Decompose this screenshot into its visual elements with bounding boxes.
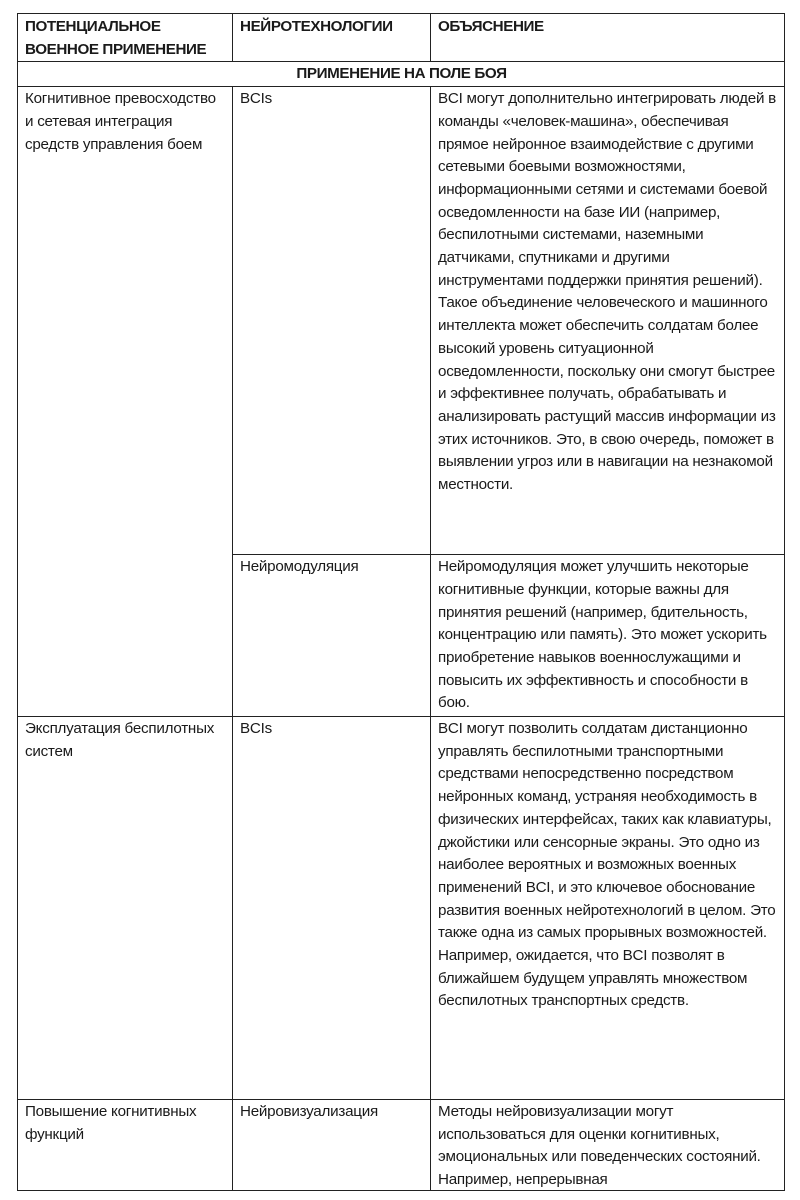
cell-technology: Нейромодуляция <box>233 555 431 717</box>
table-row <box>18 1100 785 1191</box>
header-explanation: ОБЪЯСНЕНИЕ <box>431 14 785 62</box>
cell-explanation: BCI могут позволить солдатам дистанционно управлять беспилотными транспортными средствами непосредственно посредством нейронных команд, устраняя необходимость в физических интерфейсах, таких как клавиатуры, джойстики или сенсорные экраны. Это одно из наиболее вероятных и возможных военных применений BCI, и это ключевое обоснование развития военных нейротехнологий в целом. Это также одна из самых прорывных возможностей. Например, ожидается, что BCI позволят в ближайшем будущем управлять множеством беспилотных транспортных средств. <box>431 717 785 1100</box>
table-row <box>18 717 785 1100</box>
neurotech-applications-table <box>17 13 785 1191</box>
cell-technology: BCIs <box>233 717 431 1100</box>
header-application: ПОТЕНЦИАЛЬНОЕ ВОЕННОЕ ПРИМЕНЕНИЕ <box>18 14 233 62</box>
cell-explanation-text: Методы нейровизуализации могут использоваться для оценки когнитивных, эмоциональных или поведенческих состояний. Например, непрерывная <box>438 1103 761 1189</box>
cell-technology: BCIs <box>233 87 431 555</box>
section-row <box>18 62 785 87</box>
cell-technology: Нейровизуализация <box>233 1100 431 1191</box>
cell-application: Эксплуатация беспилотных систем <box>18 717 233 1100</box>
cell-explanation: BCI могут дополнительно интегрировать людей в команды «человек-машина», обеспечивая прямое нейронное взаимодействие с другими сетевыми боевыми возможностями, информационными сетями и системами боевой осведомленности на базе ИИ (например, беспилотными системами, наземными датчиками, спутниками и другими инструментами поддержки принятия решений). Такое объединение человеческого и машинного интеллекта может обеспечить солдатам более высокий уровень ситуационной осведомленности, поскольку они смогут быстрее и эффективнее получать, обрабатывать и анализировать растущий массив информации из этих источников. Это, в свою очередь, поможет в выявлении угроз или в навигации на незнакомой местности. <box>431 87 785 555</box>
table-header-row <box>18 14 785 62</box>
cell-explanation <box>431 1100 785 1191</box>
section-title: ПРИМЕНЕНИЕ НА ПОЛЕ БОЯ <box>18 62 785 87</box>
cell-explanation: Нейромодуляция может улучшить некоторые когнитивные функции, которые важны для принятия решений (например, бдительность, концентрацию или память). Это может ускорить приобретение навыков военнослужащими и повысить их эффективность и способности в бою. <box>431 555 785 717</box>
cell-application: Когнитивное превосходство и сетевая интеграция средств управления боем <box>18 87 233 717</box>
header-technology: НЕЙРОТЕХНОЛОГИИ <box>233 14 431 62</box>
table-row <box>18 87 785 555</box>
cell-application: Повышение когнитивных функций <box>18 1100 233 1191</box>
